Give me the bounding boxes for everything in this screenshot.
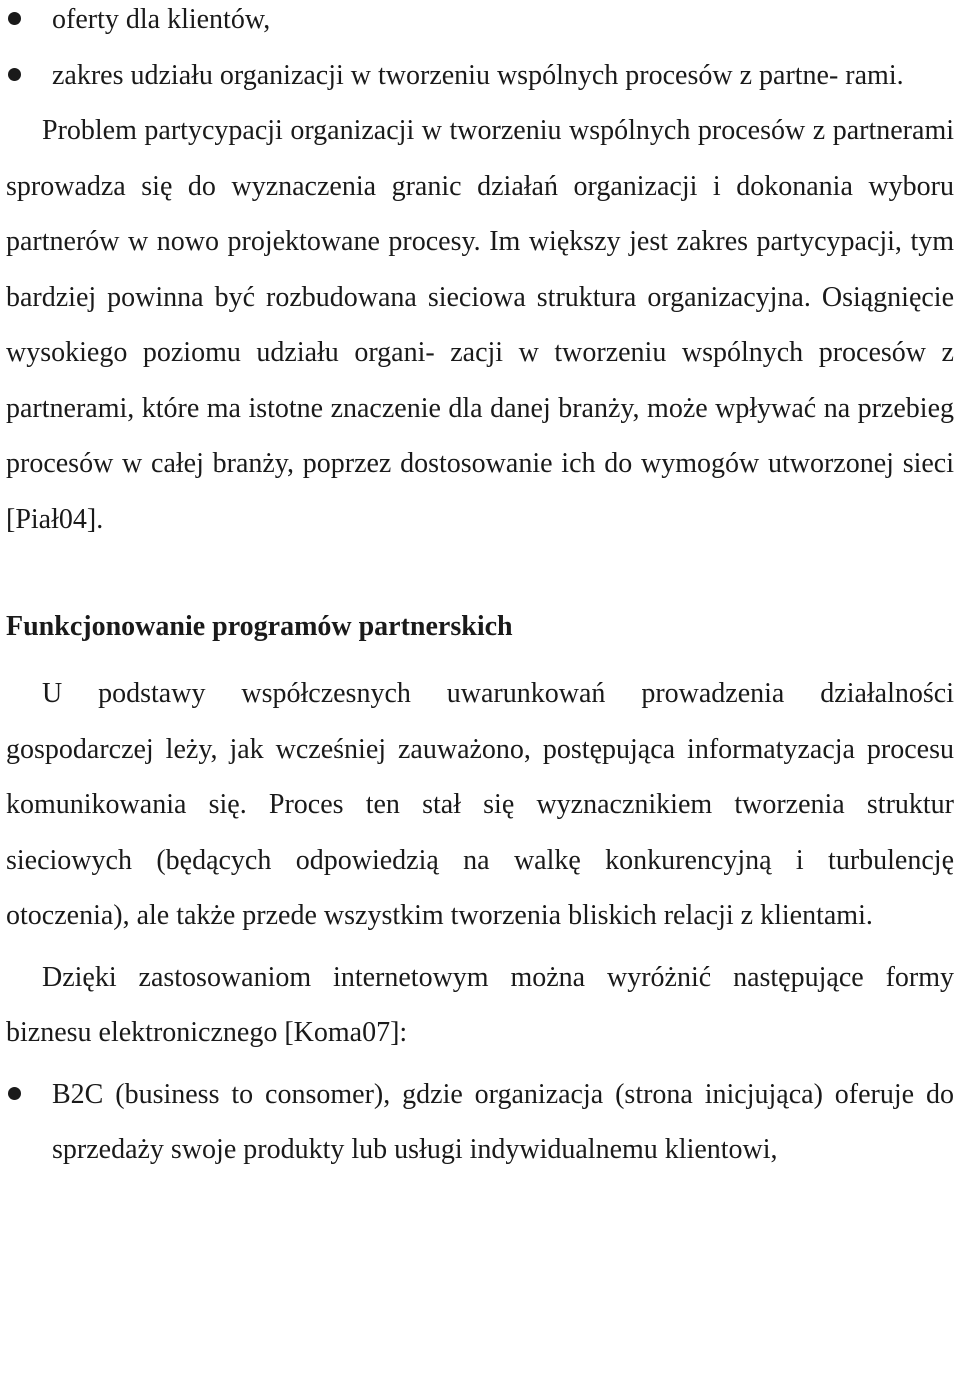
paragraph-text-serif: Problem partycypacji organizacji w tworzeniu wspólnych procesów z partnerami sprowadza się do wyznaczenia granic działań organizacji i dokonania wyboru partnerów w nowo projektowane procesy. Im większy jest zakres partycypacji, tym bardziej powinna być rozbudowana sieciowa struktura organizacyjna. [6, 115, 954, 313]
bullet-icon [8, 12, 21, 25]
list-item [6, 48, 954, 104]
top-bullet-list [6, 0, 954, 103]
bullet-icon [8, 1087, 21, 1100]
paragraph-participation [6, 103, 954, 547]
bullet-icon [8, 68, 21, 81]
list-item [6, 1067, 954, 1178]
list-item-text: zakres udziału organizacji w tworzeniu wspólnych procesów z partne- rami. [52, 59, 904, 91]
bottom-bullet-list [6, 1067, 954, 1178]
paragraph-conditions: U podstawy współczesnych uwarunkowań prowadzenia działalności gospodarczej leży, jak wcześniej zauważono, postępująca informatyzacja procesu komunikowania się. Proces ten stał się wyznacznikiem tworzenia struktur sieciowych (będących odpowiedzią na walkę konkurencyjną i turbulencję otoczenia), ale także przede wszystkim tworzenia bliskich relacji z klientami. [6, 678, 954, 931]
section-heading: Funkcjonowanie programów partnerskich [6, 611, 513, 642]
paragraph-text-continuation: Osiągnięcie wysokiego poziomu udziału organi- zacji w tworzeniu wspólnych procesów z partnerami, które ma istotne znaczenie dla danej branży, może wpływać na przebieg procesów w całej branży, poprzez dostosowanie ich do wymogów utworzonej sieci [Piał04]. [6, 281, 955, 535]
list-item-text: B2C (business to consomer), gdzie organizacja (strona inicjująca) oferuje do sprzedaży swoje produkty lub usługi indywidualnemu klientowi, [52, 1078, 954, 1165]
list-item-text: oferty dla klientów, [52, 4, 271, 35]
paragraph-forms-intro: Dzięki zastosowaniom internetowym można wyróżnić następujące formy biznesu elektronicznego [Koma07]: [6, 961, 954, 1048]
list-item [6, 0, 954, 48]
